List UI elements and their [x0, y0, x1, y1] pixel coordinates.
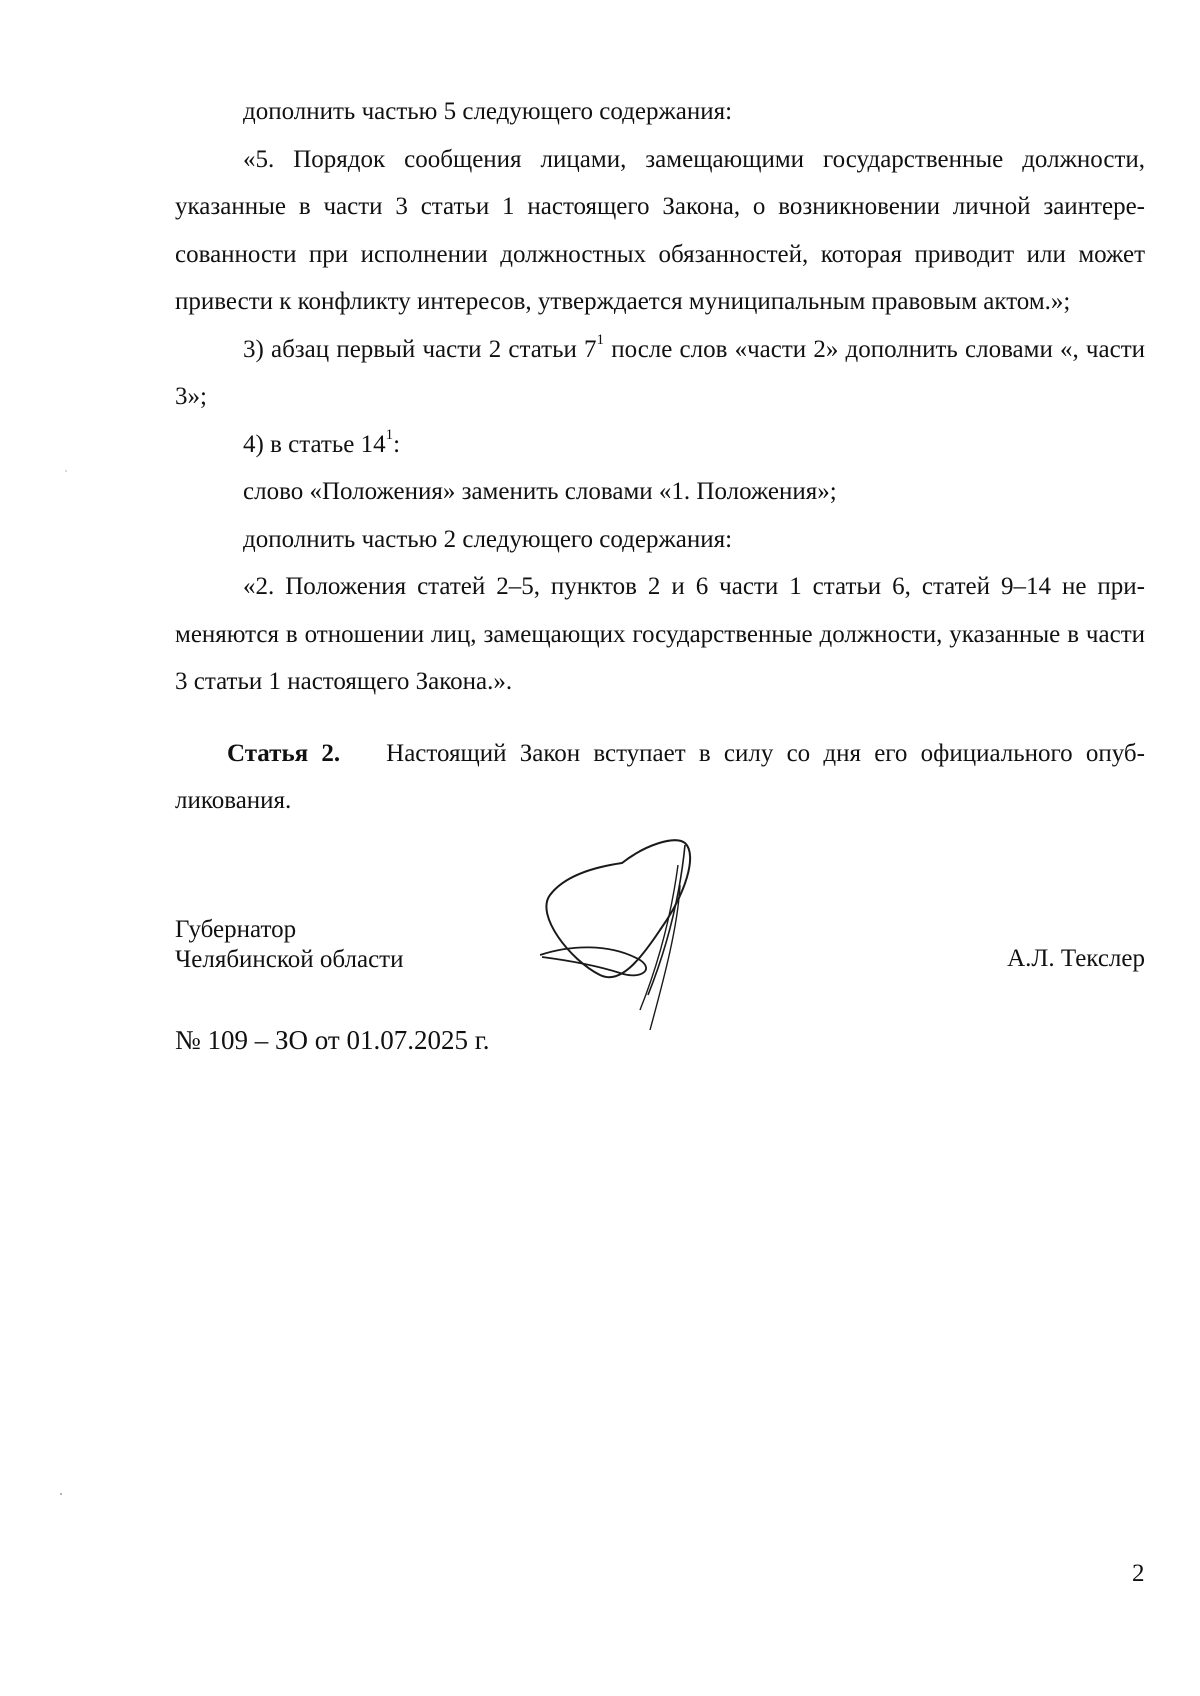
paragraph-text: : — [393, 430, 401, 458]
superscript: 1 — [385, 427, 394, 444]
signer-title-line: Губернатор — [175, 916, 297, 943]
paragraph: дополнить частью 2 следующего содержания: — [243, 525, 733, 553]
paragraph — [175, 326, 1145, 421]
scan-speck — [60, 1493, 62, 1495]
paragraph — [175, 421, 1145, 469]
law-amendments-text — [175, 88, 1145, 706]
paragraph-text: после слов «части 2» дополнить словами «, части 3»; — [175, 335, 1146, 410]
article-2-label: Статья 2. — [227, 740, 341, 767]
handwritten-signature — [540, 835, 760, 1035]
article-2 — [175, 730, 1145, 824]
paragraph-text: 4) в статье 14 — [243, 430, 386, 458]
paragraph: слово «Положения» заменить словами «1. Положения»; — [243, 478, 837, 505]
paragraph: «2. Положения статей 2–5, пунктов 2 и 6 части 1 статьи 6, статей 9–14 не применяются в отношении лиц, замещающих государственные должности, указанные в части 3 статьи 1 настоящего Закона.». — [175, 573, 1145, 695]
superscript: 1 — [596, 332, 605, 349]
signer-title — [175, 915, 403, 975]
scan-speck — [65, 470, 67, 472]
paragraph-text: 3) абзац первый части 2 статьи 7 — [243, 335, 597, 363]
paragraph: дополнить частью 5 следующего содержания: — [243, 98, 733, 125]
document-number: № 109 – ЗО от 01.07.2025 г. — [175, 1025, 490, 1055]
article-2-text: Настоящий Закон вступает в силу со дня его официального опубликования. — [175, 740, 1145, 814]
signer-title-line: Челябинской области — [175, 946, 404, 973]
signer-name: А.Л. Текслер — [1007, 945, 1145, 972]
paragraph: «5. Порядок сообщения лицами, замещающими государственные должности, указанные в части 3 статьи 1 настоящего Закона, о возникновении личной заинтересованности при исполнении должностных обязанностей, которая приводит или может привести к конфликту интересов, утверждается муниципальным правовым актом.»; — [175, 145, 1145, 315]
page-number: 2 — [1132, 1560, 1145, 1587]
